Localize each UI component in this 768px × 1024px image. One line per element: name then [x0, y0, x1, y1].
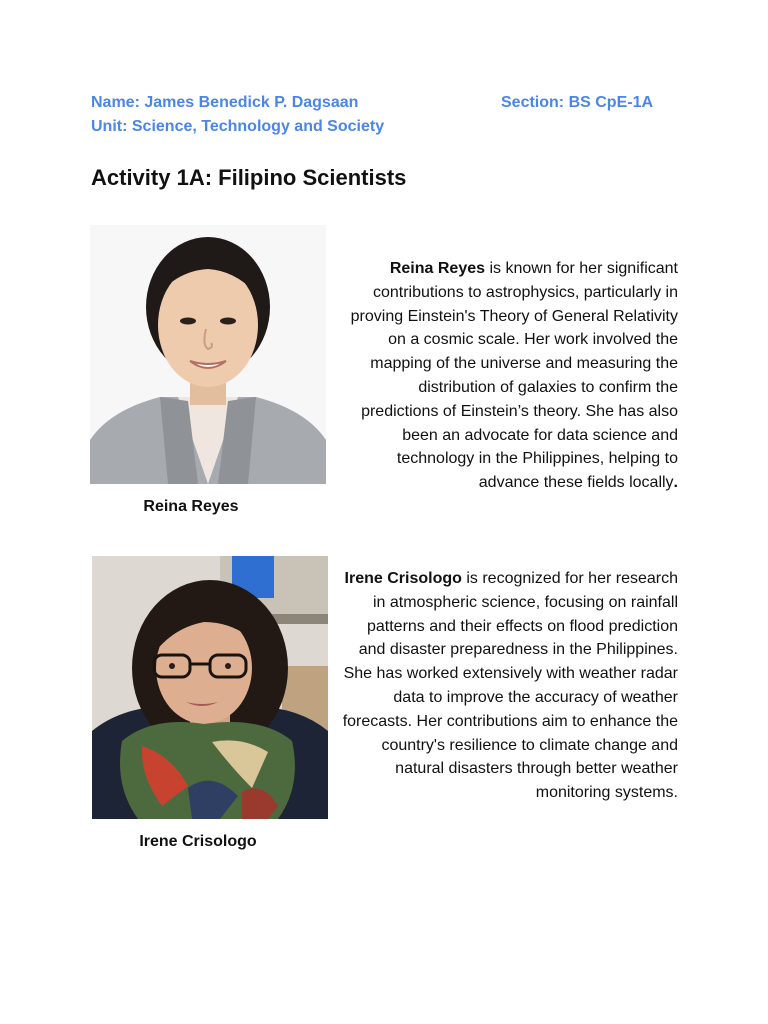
irene-crisologo-bio-text: is recognized for her research in atmospheric science, focusing on rainfall patterns and their effects on flood prediction and disaster preparedness in the Philippines. She has worked extensively with weather radar data to improve the accuracy of weather forecasts. Her contributions aim to enhance the country's resilience to climate change and natural disasters through better weather monitoring systems.: [342, 570, 678, 802]
irene-crisologo-caption: Irene Crisologo: [139, 833, 257, 850]
page-title: Activity 1A: Filipino Scientists: [91, 165, 407, 190]
reina-reyes-bio-text: is known for her significant contributions to astrophysics, particularly in proving Einstein's Theory of General Relativity on a cosmic scale. Her work involved the mapping of the universe and measuring the distribution of galaxies to confirm the predictions of Einstein’s theory. She has also been an advocate for data science and technology in the Philippines, helping to advance these fields locally: [350, 260, 678, 492]
irene-crisologo-photo: [92, 556, 328, 819]
reina-reyes-bio-name: Reina Reyes: [389, 260, 486, 277]
reina-reyes-bio-end: .: [673, 474, 678, 492]
reina-reyes-photo: [90, 225, 326, 484]
irene-crisologo-bio-name: Irene Crisologo: [344, 570, 462, 587]
course-unit: Unit: Science, Technology and Society: [91, 118, 385, 135]
student-name: Name: James Benedick P. Dagsaan: [91, 94, 359, 111]
irene-crisologo-bio: [340, 567, 678, 805]
reina-reyes-caption: Reina Reyes: [143, 498, 239, 515]
reina-reyes-bio: [340, 257, 678, 495]
student-section: Section: BS CpE-1A: [501, 94, 654, 111]
